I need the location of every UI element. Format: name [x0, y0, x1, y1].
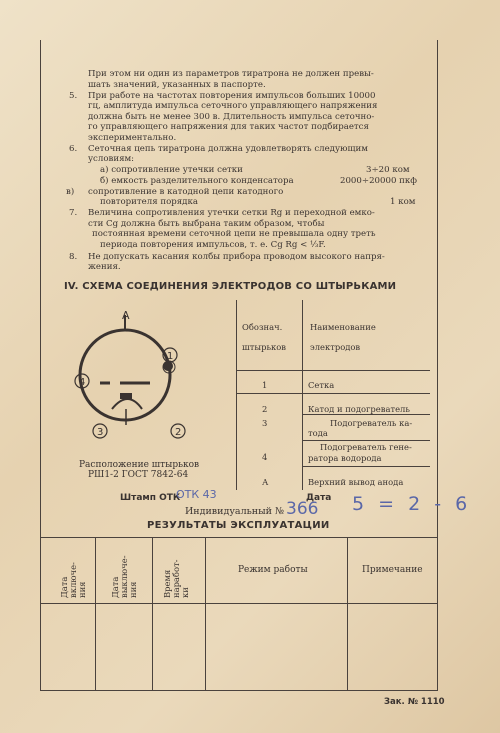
item6-sub-c-value: 1 ком	[390, 197, 416, 207]
pin-layout-diagram	[70, 305, 220, 455]
results-col-2-line-1: Дата	[110, 576, 120, 598]
intro-line-1: При этом ни один из параметров тиратрона не должен превы-	[88, 69, 374, 79]
table-row-5-name: Верхний вывод анода	[308, 477, 404, 487]
results-col-2-line-3: ния	[128, 581, 138, 598]
item6-sub-a: а) сопротивление утечки сетки	[100, 165, 243, 175]
item5-line-3: должна быть не менее 300 в. Длительность импульса сеточно-	[88, 112, 375, 122]
results-col-note: Примечание	[362, 565, 423, 575]
results-col-divider-1	[95, 537, 96, 690]
results-top-border	[40, 537, 438, 538]
item7-line-1: Величина сопротивления утечки сетки Rg и переходной емко-	[88, 208, 375, 218]
frame-left-border	[40, 40, 41, 690]
results-col-divider-2	[152, 537, 153, 690]
table-row-4-pin: 4	[262, 452, 268, 462]
table-row-1-pin: 1	[262, 380, 268, 390]
label-pin-3: 3	[97, 427, 104, 438]
table-column-divider	[302, 300, 303, 490]
results-title: РЕЗУЛЬТАТЫ ЭКСПЛУАТАЦИИ	[147, 520, 330, 531]
cathode-block	[120, 393, 132, 399]
item7-line-2: сти Cg должна быть выбрана таким образом, чтобы	[88, 219, 325, 229]
individual-number-handwritten: 366	[286, 499, 319, 519]
item6-line-1: Сеточная цепь тиратрона должна удовлетворять следующим	[88, 144, 368, 154]
date-label: Дата	[306, 493, 332, 503]
label-pin-1: 1	[167, 351, 174, 362]
item5-line-1: При работе на частотах повторения импульсов больших 10000	[88, 91, 376, 101]
item8-line-1: Не допускать касания колбы прибора проводом высокого напря-	[88, 252, 385, 262]
item6-sub-c-line-2: повторителя порядка	[100, 197, 198, 207]
pin-caption-1: Расположение штырьков	[79, 460, 200, 470]
table-row-4-name-line-2: ратора водорода	[308, 453, 382, 463]
table-row-3-pin: 3	[262, 418, 268, 428]
individual-number-label: Индивидуальный №	[185, 506, 285, 517]
item6-sub-b-value: 2000÷20000 пкф	[340, 176, 417, 186]
intro-line-2: шать значений, указанных в паспорте.	[88, 80, 266, 90]
table-header-pin-line-2: штырьков	[242, 342, 286, 352]
otk-stamp-label: Штамп ОТК	[120, 493, 181, 503]
table-row-1-name: Сетка	[308, 380, 335, 390]
table-row-5-pin: А	[262, 477, 269, 487]
item5-line-5: экспериментально.	[88, 133, 177, 143]
item5-line-4: го управляющего напряжения для таких частот подбирается	[88, 122, 369, 132]
date-stamp-handwritten: 5 = 2 - 6	[352, 493, 472, 515]
label-anode: А	[122, 309, 130, 322]
item7-line-4: периода повторения импульсов, т. е. Cg Rg < ⅓F.	[100, 240, 326, 250]
label-pin-2: 2	[175, 427, 182, 438]
table-header-name-line-2: электродов	[310, 342, 361, 352]
results-col-divider-4	[347, 537, 348, 690]
item6-sub-c-mark: в)	[66, 187, 75, 197]
otk-ink-stamp: ОТК 43	[176, 488, 217, 501]
results-col-1-line-3: ния	[77, 581, 87, 598]
item5-line-2: гц, амплитуда импульса сеточного управляющего напряжения	[88, 101, 378, 111]
table-left-border	[236, 300, 237, 490]
results-col-1-line-1: Дата	[59, 576, 69, 598]
item6-sub-a-value: 3÷20 ком	[366, 165, 410, 175]
results-col-divider-3	[205, 537, 206, 690]
order-number: Зак. № 1110	[384, 697, 445, 707]
results-col-mode: Режим работы	[238, 565, 308, 575]
label-pin-4: 4	[79, 377, 86, 388]
results-col-3-line-2: наработ-	[171, 559, 181, 598]
pin-caption-2: РШ1-2 ГОСТ 7842-64	[88, 470, 189, 480]
results-col-2-line-2: выключе-	[119, 555, 129, 598]
results-col-3-line-3: ки	[180, 587, 190, 598]
table-row-divider-3	[302, 440, 430, 441]
table-header-pin-line-1: Обознач.	[242, 322, 283, 332]
table-header-divider	[236, 370, 430, 371]
item7-line-3: постоянная времени сеточной цепи не превышала одну треть	[92, 229, 376, 239]
tube-base-circle	[80, 330, 170, 420]
table-row-divider-2	[302, 414, 430, 415]
item6-sub-b: б) емкость разделительного конденсатора	[100, 176, 294, 186]
item8-line-2: жения.	[88, 262, 121, 272]
table-row-2-name: Катод и подогреватель	[308, 404, 410, 414]
table-row-divider-4	[302, 466, 430, 467]
results-col-1-line-2: включе-	[68, 562, 78, 598]
item6-number: 6.	[69, 144, 78, 154]
results-col-3-line-1: Время	[162, 569, 172, 598]
section-iv-heading: IV. СХЕМА СОЕДИНЕНИЯ ЭЛЕКТРОДОВ СО ШТЫРЬКАМИ	[64, 281, 397, 292]
item8-number: 8.	[69, 252, 78, 262]
item5-number: 5.	[69, 91, 78, 101]
item6-sub-c-line-1: сопротивление в катодной цепи катодного	[88, 187, 284, 197]
table-row-2-pin: 2	[262, 404, 268, 414]
results-header-bottom	[40, 603, 438, 604]
table-row-4-name-line-1: Подогреватель гене-	[320, 442, 412, 452]
item7-number: 7.	[69, 208, 78, 218]
table-row-divider-1	[236, 393, 430, 394]
item6-line-2: условиям:	[88, 154, 135, 164]
table-row-3-name-line-1: Подогреватель ка-	[330, 418, 413, 428]
cathode-arc	[112, 399, 142, 409]
table-row-3-name-line-2: тода	[308, 428, 328, 438]
table-header-name-line-1: Наименование	[310, 322, 376, 332]
frame-bottom-border	[40, 690, 438, 691]
frame-right-border	[437, 40, 438, 690]
